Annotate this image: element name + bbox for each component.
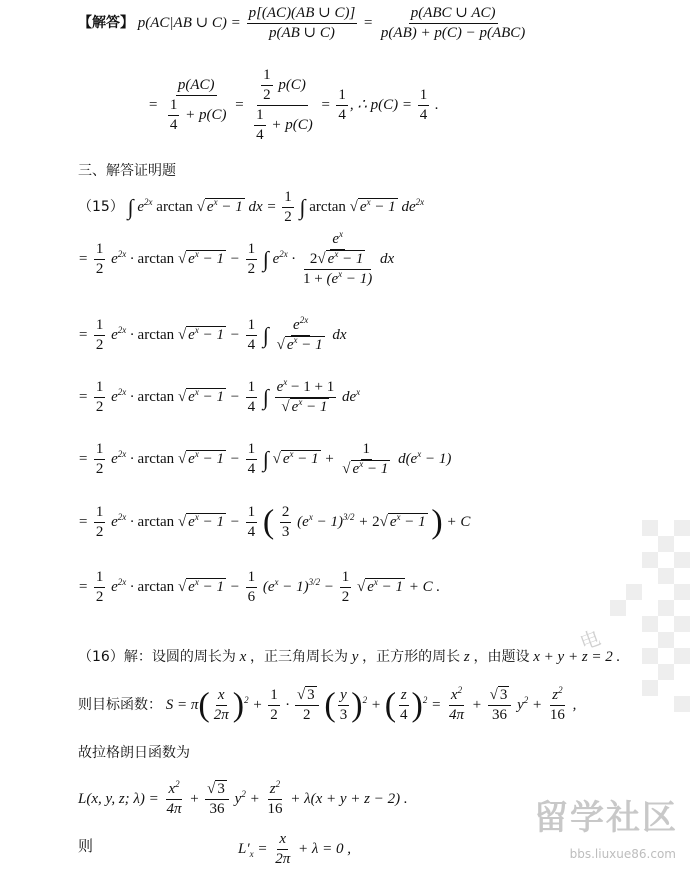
objective-label: 则目标函数： <box>78 696 162 713</box>
conditional-probability-formula: p(AC|AB ∪ C) = $\frac{p[(AC)(AB \cup C)]}{p(AB \cup C)}$ = $\frac{\text{p(ABC ∪ AC)}}{\text{p(AB) + p(C) − p(ABC)}}$ <box>137 5 526 41</box>
side-watermark-char: 电 <box>576 625 604 655</box>
answer-line-2: = p(AC) $\frac{1}{4}$ + p(C) = $\frac{1}{2}$ p(C) $\frac{1}{4}$ + p(C) = $\frac{1}{4}$ , ∴ p(C) = $\frac{1}{4}$ . <box>148 67 439 143</box>
then-label: 则 <box>78 839 94 855</box>
partial-derivative-line: $L'_x$ = $\frac{x}{2\pi}$ + λ = 0 , <box>238 831 352 867</box>
q16-mid2-text: ，正方形的周长 <box>362 649 461 665</box>
q15-line-3: = $\frac{1}{2}$ $e^{2x} \cdot \arctan$ √ $e^x - 1$ − $\frac{1}{4}$ ∫ $\frac{e^{2x}}{√ e^x - 1}$ dx <box>78 315 347 353</box>
section-title: 三、解答证明题 <box>78 163 176 179</box>
site-watermark-url: bbs.liuxue86.com <box>569 847 676 861</box>
answer-line-1 <box>78 6 529 41</box>
answer-label: 【解答】 <box>78 14 134 31</box>
q15-line-7: = $\frac{1}{2}$ $e^{2x} \cdot \arctan$ √ $e^x - 1$ − $\frac{1}{6}$ $(e^x - 1)^{3/2}$ − $\frac{1}{2}$ √ $e^x - 1 + C$ . <box>78 569 441 605</box>
q16-line-1: （16）解：设圆的周长为 x ，正三角周长为 y ，正方形的周长 z ，由题设 x + y + z = 2 . <box>78 649 621 665</box>
q15-line-4: = $\frac{1}{2}$ $e^{2x} \cdot \arctan$ √ $e^x - 1$ − $\frac{1}{4}$ ∫ $\frac{e^x - 1 + 1}{√ e^x - 1}$ $de^x$ <box>78 377 361 415</box>
q15-label: （15） <box>78 198 124 215</box>
q16-mid3-text: ，由题设 <box>473 649 530 665</box>
q16-intro-text: （16）解：设圆的周长为 <box>78 649 236 665</box>
q16-mid1-text: ，正三角周长为 <box>250 649 348 665</box>
q15-line-5: = $\frac{1}{2}$ $e^{2x} \cdot \arctan$ √ $e^x - 1$ − $\frac{1}{4}$ ∫ √ $e^x - 1$ + $\frac{1}{√ e^x - 1}$ $d(e^x - 1)$ <box>78 441 452 477</box>
q15-line-1: （15） ∫ $e^{2x}$ arctan √ $e^x - 1$ dx = $\frac{1}{2}$ ∫ arctan √ $e^x - 1$ $de^{2x}$ <box>78 189 425 225</box>
lagrange-label: 故拉格朗日函数为 <box>78 745 190 761</box>
lagrange-function-line: L(x, y, z; λ) = $\frac{x^2}{4\pi}$ + $\frac{√ 3}{36}$ $y^2$ + $\frac{z^2}{16}$ + λ(x + y + z − 2) . <box>78 779 408 817</box>
q15-line-2: = $\frac{1}{2}$ $e^{2x} \cdot \arctan$ √ $e^x - 1$ − $\frac{1}{2}$ ∫ $e^{2x}$ · $\frac{\frac{e^x}{2√ e^x - 1}}{1 + (e^x - 1)}$ dx <box>78 229 395 287</box>
site-watermark-logo: 留学社区 <box>534 798 678 838</box>
q16-objective-line: 则目标函数： S = π( $\frac{x}{2\pi}$ )$^2$ + $\frac{1}{2}$ · $\frac{√ 3}{2}$ ( $\frac{y}{3}$ )$^2$ + ( $\frac{z}{4}$ )$^2$ = $\frac{x^2}{4\pi}$ + $\frac{√ 3}{36}$ $y^2$ + $\frac{z^2}{16}$ , <box>78 685 577 724</box>
q15-line-6: = $\frac{1}{2}$ $e^{2x} \cdot \arctan$ √ $e^x - 1$ − $\frac{1}{4}$ ( $\frac{2}{3}$ $(e^x - 1)^{3/2} + 2√$ $e^x - 1$ ) + C <box>78 503 471 541</box>
